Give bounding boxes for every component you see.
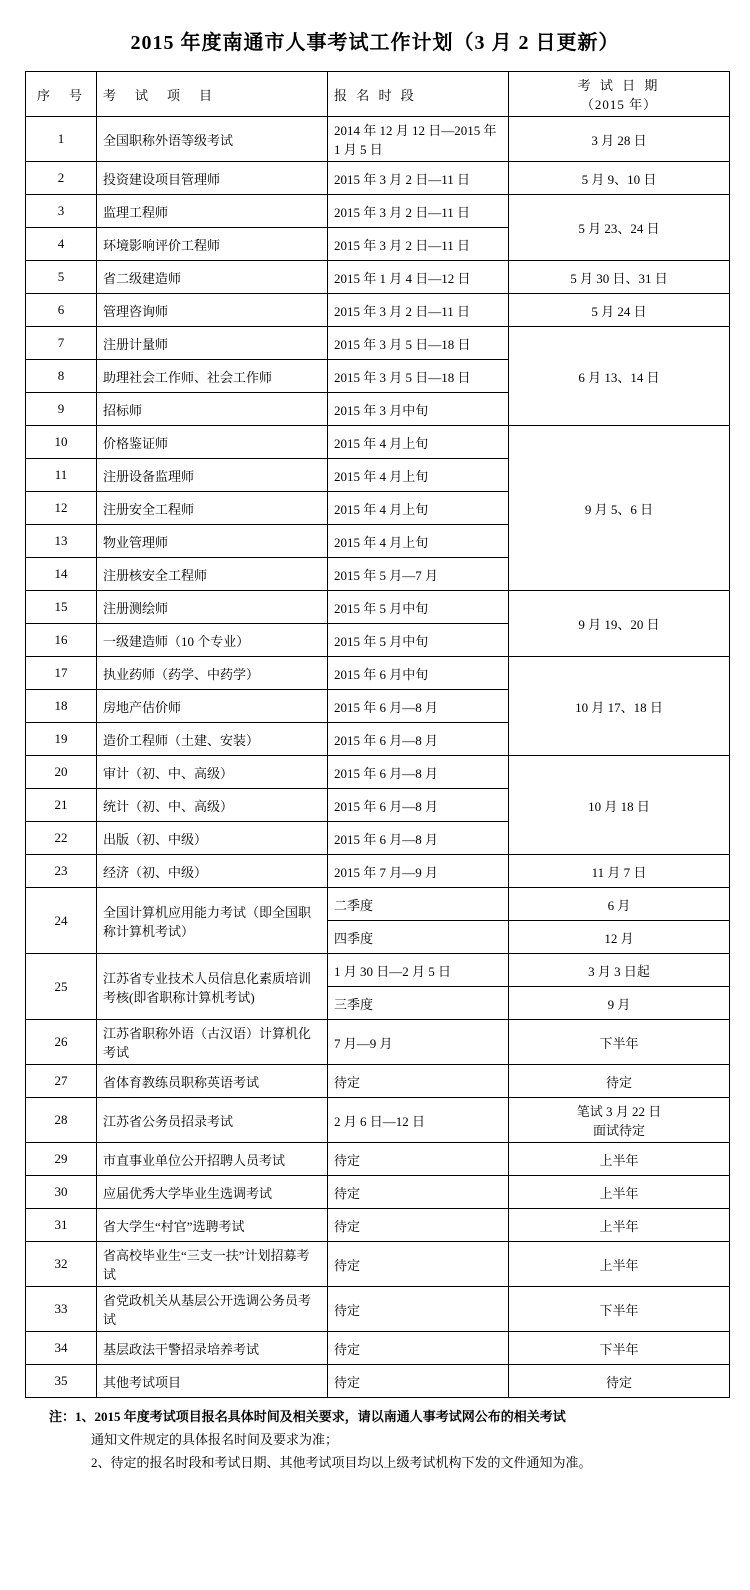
cell-register: 2015 年 6 月中旬 bbox=[328, 657, 509, 690]
cell-no: 2 bbox=[26, 162, 97, 195]
cell-item: 省大学生“村官”选聘考试 bbox=[97, 1209, 328, 1242]
cell-item: 经济（初、中级） bbox=[97, 855, 328, 888]
cell-exam-date: 5 月 9、10 日 bbox=[509, 162, 730, 195]
cell-item: 注册测绘师 bbox=[97, 591, 328, 624]
cell-register: 2015 年 5 月—7 月 bbox=[328, 558, 509, 591]
cell-exam-date: 10 月 18 日 bbox=[509, 756, 730, 855]
cell-register: 1 月 30 日—2 月 5 日 bbox=[328, 954, 509, 987]
table-row bbox=[26, 888, 730, 921]
cell-item: 房地产估价师 bbox=[97, 690, 328, 723]
cell-exam-date: 3 月 28 日 bbox=[509, 117, 730, 162]
table-header-row bbox=[26, 72, 730, 117]
table-row bbox=[26, 1098, 730, 1143]
cell-exam-date: 5 月 24 日 bbox=[509, 294, 730, 327]
table-row bbox=[26, 855, 730, 888]
cell-exam-date: 上半年 bbox=[509, 1242, 730, 1287]
table-row bbox=[26, 1065, 730, 1098]
cell-no: 25 bbox=[26, 954, 97, 1020]
cell-no: 9 bbox=[26, 393, 97, 426]
cell-no: 11 bbox=[26, 459, 97, 492]
cell-register: 2015 年 7 月—9 月 bbox=[328, 855, 509, 888]
cell-register: 2015 年 3 月 5 日—18 日 bbox=[328, 360, 509, 393]
cell-register: 7 月—9 月 bbox=[328, 1020, 509, 1065]
cell-no: 14 bbox=[26, 558, 97, 591]
cell-item: 价格鉴证师 bbox=[97, 426, 328, 459]
cell-exam-date: 5 月 30 日、31 日 bbox=[509, 261, 730, 294]
cell-exam-date: 6 月 bbox=[509, 888, 730, 921]
cell-no: 27 bbox=[26, 1065, 97, 1098]
cell-exam-date: 12 月 bbox=[509, 921, 730, 954]
cell-register: 2015 年 5 月中旬 bbox=[328, 591, 509, 624]
cell-no: 8 bbox=[26, 360, 97, 393]
cell-register: 待定 bbox=[328, 1287, 509, 1332]
cell-exam-date: 9 月 bbox=[509, 987, 730, 1020]
cell-register: 待定 bbox=[328, 1143, 509, 1176]
cell-exam-date: 6 月 13、14 日 bbox=[509, 327, 730, 426]
cell-no: 24 bbox=[26, 888, 97, 954]
table-row bbox=[26, 117, 730, 162]
exam-plan-table bbox=[25, 71, 730, 1398]
cell-item: 招标师 bbox=[97, 393, 328, 426]
cell-register: 待定 bbox=[328, 1365, 509, 1398]
note-line-2: 通知文件规定的具体报名时间及要求为准； bbox=[91, 1431, 339, 1447]
cell-exam-date: 3 月 3 日起 bbox=[509, 954, 730, 987]
cell-exam-date: 待定 bbox=[509, 1065, 730, 1098]
table-row bbox=[26, 294, 730, 327]
cell-exam-date: 11 月 7 日 bbox=[509, 855, 730, 888]
cell-register: 2015 年 1 月 4 日—12 日 bbox=[328, 261, 509, 294]
cell-item: 管理咨询师 bbox=[97, 294, 328, 327]
cell-no: 4 bbox=[26, 228, 97, 261]
table-row bbox=[26, 1242, 730, 1287]
cell-item: 注册安全工程师 bbox=[97, 492, 328, 525]
cell-register: 三季度 bbox=[328, 987, 509, 1020]
cell-item: 注册计量师 bbox=[97, 327, 328, 360]
cell-no: 5 bbox=[26, 261, 97, 294]
header-register: 报 名 时 段 bbox=[328, 72, 509, 117]
table-row bbox=[26, 657, 730, 690]
cell-exam-date: 下半年 bbox=[509, 1020, 730, 1065]
cell-item: 物业管理师 bbox=[97, 525, 328, 558]
cell-no: 22 bbox=[26, 822, 97, 855]
cell-register: 2015 年 6 月—8 月 bbox=[328, 723, 509, 756]
table-header bbox=[26, 72, 730, 117]
cell-exam-date: 上半年 bbox=[509, 1143, 730, 1176]
cell-exam-date: 下半年 bbox=[509, 1287, 730, 1332]
cell-item: 基层政法干警招录培养考试 bbox=[97, 1332, 328, 1365]
cell-item: 出版（初、中级） bbox=[97, 822, 328, 855]
cell-register: 2015 年 3 月 2 日—11 日 bbox=[328, 162, 509, 195]
cell-register: 待定 bbox=[328, 1176, 509, 1209]
cell-no: 35 bbox=[26, 1365, 97, 1398]
table-row bbox=[26, 1332, 730, 1365]
table-row bbox=[26, 1176, 730, 1209]
cell-no: 20 bbox=[26, 756, 97, 789]
note-line-3: 2、待定的报名时段和考试日期、其他考试项目均以上级考试机构下发的文件通知为准。 bbox=[91, 1454, 592, 1470]
cell-item: 应届优秀大学毕业生选调考试 bbox=[97, 1176, 328, 1209]
table-row bbox=[26, 756, 730, 789]
cell-item: 注册核安全工程师 bbox=[97, 558, 328, 591]
cell-item: 环境影响评价工程师 bbox=[97, 228, 328, 261]
cell-item: 省党政机关从基层公开选调公务员考试 bbox=[97, 1287, 328, 1332]
cell-register: 待定 bbox=[328, 1242, 509, 1287]
cell-exam-date: 9 月 5、6 日 bbox=[509, 426, 730, 591]
cell-register: 2015 年 3 月 2 日—11 日 bbox=[328, 195, 509, 228]
cell-item: 江苏省职称外语（古汉语）计算机化考试 bbox=[97, 1020, 328, 1065]
cell-register: 2015 年 3 月 5 日—18 日 bbox=[328, 327, 509, 360]
table-row bbox=[26, 1365, 730, 1398]
cell-exam-date: 10 月 17、18 日 bbox=[509, 657, 730, 756]
cell-register: 四季度 bbox=[328, 921, 509, 954]
notes-block bbox=[49, 1406, 701, 1474]
note-1-text: 2015 年度考试项目报名具体时间及相关要求，请以南通人事考试网公布的相关考试 bbox=[94, 1409, 566, 1424]
header-exam-date-main: 考 试 日 期 bbox=[577, 78, 661, 93]
cell-no: 21 bbox=[26, 789, 97, 822]
cell-register: 2015 年 6 月—8 月 bbox=[328, 822, 509, 855]
note-line-1 bbox=[49, 1406, 701, 1429]
cell-register: 2015 年 6 月—8 月 bbox=[328, 690, 509, 723]
cell-item: 江苏省公务员招录考试 bbox=[97, 1098, 328, 1143]
cell-no: 32 bbox=[26, 1242, 97, 1287]
cell-item: 全国职称外语等级考试 bbox=[97, 117, 328, 162]
cell-no: 12 bbox=[26, 492, 97, 525]
cell-register: 2014 年 12 月 12 日—2015 年 1 月 5 日 bbox=[328, 117, 509, 162]
cell-no: 34 bbox=[26, 1332, 97, 1365]
cell-exam-date: 笔试 3 月 22 日 面试待定 bbox=[509, 1098, 730, 1143]
note-1-head: 注：1、 bbox=[49, 1409, 95, 1424]
cell-no: 13 bbox=[26, 525, 97, 558]
cell-item: 省体育教练员职称英语考试 bbox=[97, 1065, 328, 1098]
cell-register: 2015 年 4 月上旬 bbox=[328, 426, 509, 459]
table-row bbox=[26, 426, 730, 459]
table-row bbox=[26, 1209, 730, 1242]
cell-item: 造价工程师（土建、安装） bbox=[97, 723, 328, 756]
cell-item: 监理工程师 bbox=[97, 195, 328, 228]
cell-item: 审计（初、中、高级） bbox=[97, 756, 328, 789]
cell-register: 待定 bbox=[328, 1332, 509, 1365]
cell-register: 二季度 bbox=[328, 888, 509, 921]
cell-item: 执业药师（药学、中药学） bbox=[97, 657, 328, 690]
cell-exam-date: 待定 bbox=[509, 1365, 730, 1398]
header-exam-date-year: （2015 年） bbox=[580, 97, 658, 112]
header-exam-date bbox=[509, 72, 730, 117]
cell-item: 江苏省专业技术人员信息化素质培训考核(即省职称计算机考试) bbox=[97, 954, 328, 1020]
cell-item: 市直事业单位公开招聘人员考试 bbox=[97, 1143, 328, 1176]
cell-item: 省高校毕业生“三支一扶”计划招募考试 bbox=[97, 1242, 328, 1287]
cell-item: 助理社会工作师、社会工作师 bbox=[97, 360, 328, 393]
cell-no: 29 bbox=[26, 1143, 97, 1176]
cell-register: 2015 年 4 月上旬 bbox=[328, 459, 509, 492]
table-body bbox=[26, 117, 730, 1398]
cell-register: 2015 年 3 月 2 日—11 日 bbox=[328, 228, 509, 261]
cell-no: 6 bbox=[26, 294, 97, 327]
page-title: 2015 年度南通市人事考试工作计划（3 月 2 日更新） bbox=[130, 32, 620, 54]
cell-no: 23 bbox=[26, 855, 97, 888]
cell-exam-date: 9 月 19、20 日 bbox=[509, 591, 730, 657]
cell-no: 18 bbox=[26, 690, 97, 723]
cell-exam-date: 5 月 23、24 日 bbox=[509, 195, 730, 261]
table-row bbox=[26, 954, 730, 987]
cell-no: 16 bbox=[26, 624, 97, 657]
cell-register: 2 月 6 日—12 日 bbox=[328, 1098, 509, 1143]
cell-no: 31 bbox=[26, 1209, 97, 1242]
cell-no: 15 bbox=[26, 591, 97, 624]
cell-register: 2015 年 6 月—8 月 bbox=[328, 789, 509, 822]
cell-register: 2015 年 4 月上旬 bbox=[328, 525, 509, 558]
cell-no: 7 bbox=[26, 327, 97, 360]
cell-register: 2015 年 3 月 2 日—11 日 bbox=[328, 294, 509, 327]
cell-item: 投资建设项目管理师 bbox=[97, 162, 328, 195]
table-row bbox=[26, 1020, 730, 1065]
cell-no: 1 bbox=[26, 117, 97, 162]
cell-no: 33 bbox=[26, 1287, 97, 1332]
cell-register: 待定 bbox=[328, 1209, 509, 1242]
cell-no: 17 bbox=[26, 657, 97, 690]
header-no: 序 号 bbox=[26, 72, 97, 117]
table-row bbox=[26, 162, 730, 195]
cell-exam-date: 上半年 bbox=[509, 1209, 730, 1242]
cell-exam-date: 上半年 bbox=[509, 1176, 730, 1209]
table-row bbox=[26, 1287, 730, 1332]
cell-register: 待定 bbox=[328, 1065, 509, 1098]
cell-item: 省二级建造师 bbox=[97, 261, 328, 294]
cell-register: 2015 年 4 月上旬 bbox=[328, 492, 509, 525]
cell-item: 全国计算机应用能力考试（即全国职称计算机考试） bbox=[97, 888, 328, 954]
table-row bbox=[26, 1143, 730, 1176]
cell-item: 一级建造师（10 个专业） bbox=[97, 624, 328, 657]
cell-item: 其他考试项目 bbox=[97, 1365, 328, 1398]
cell-no: 10 bbox=[26, 426, 97, 459]
cell-register: 2015 年 3 月中旬 bbox=[328, 393, 509, 426]
cell-register: 2015 年 6 月—8 月 bbox=[328, 756, 509, 789]
cell-exam-date: 下半年 bbox=[509, 1332, 730, 1365]
cell-no: 3 bbox=[26, 195, 97, 228]
cell-item: 统计（初、中、高级） bbox=[97, 789, 328, 822]
cell-no: 28 bbox=[26, 1098, 97, 1143]
table-row bbox=[26, 591, 730, 624]
table-row bbox=[26, 261, 730, 294]
cell-no: 26 bbox=[26, 1020, 97, 1065]
cell-register: 2015 年 5 月中旬 bbox=[328, 624, 509, 657]
cell-no: 30 bbox=[26, 1176, 97, 1209]
table-row bbox=[26, 327, 730, 360]
cell-no: 19 bbox=[26, 723, 97, 756]
header-item: 考 试 项 目 bbox=[97, 72, 328, 117]
cell-item: 注册设备监理师 bbox=[97, 459, 328, 492]
table-row bbox=[26, 195, 730, 228]
